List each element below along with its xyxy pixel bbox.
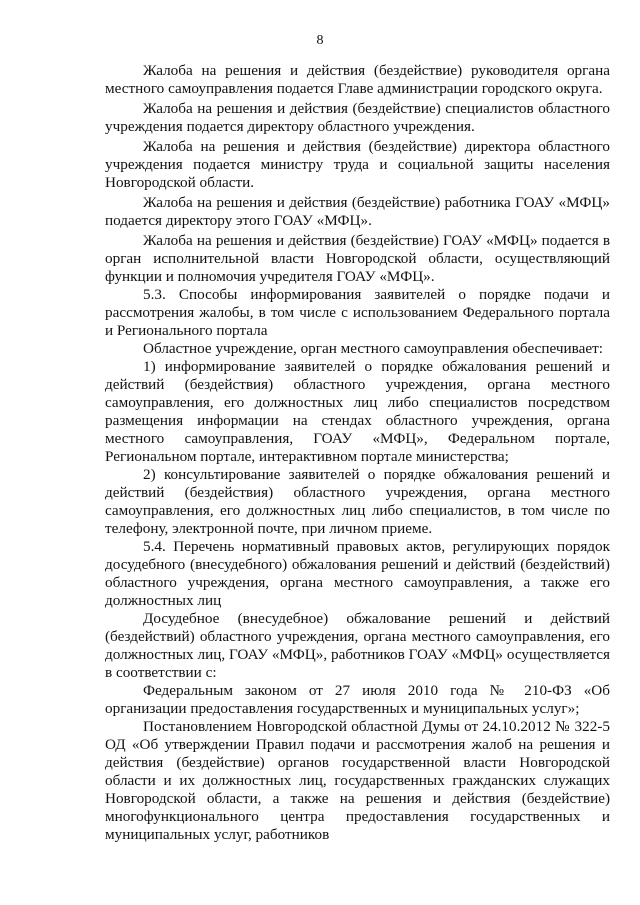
section-heading-5-4: 5.4. Перечень нормативный правовых актов, регулирующих порядок досудебного (внесудебного) обжалования решений и действий (бездействий) областного учреждения, органа местного самоуправления, а также его должностных лиц	[105, 538, 610, 609]
paragraph-complaint-specialists: Жалоба на решения и действия (бездействие) специалистов областного учреждения подается директору областного учреждения.	[105, 100, 610, 135]
paragraph-complaint-mfc-employee: Жалоба на решения и действия (бездействие) работника ГОАУ «МФЦ» подается директору этого ГОАУ «МФЦ».	[105, 194, 610, 229]
list-item-consulting: 2) консультирование заявителей о порядке обжалования решений и действий (бездействия) областного учреждения, органа местного самоуправления, его должностных лиц либо специалистов, в том числе по телефону, электронной почте, при личном приеме.	[105, 466, 610, 537]
paragraph-federal-law: Федеральным законом от 27 июля 2010 года № 210-ФЗ «Об организации предоставления государственных и муниципальных услуг»;	[105, 682, 610, 717]
paragraph-resolution: Постановлением Новгородской областной Думы от 24.10.2012 № 322-5 ОД «Об утверждении Правил подачи и рассмотрения жалоб на решения и действия (бездействие) органов государственной власти Новгородской области и их должностных лиц, государственных гражданских служащих Новгородской области, а также на решения и действия (бездействие) многофункционального центра предоставления государственных и муниципальных услуг, работников	[105, 718, 610, 843]
paragraph-complaint-head-of-authority: Жалоба на решения и действия (бездействие) руководителя органа местного самоуправления подается Главе администрации городского округа.	[105, 62, 610, 97]
section-heading-5-3: 5.3. Способы информирования заявителей о порядке подачи и рассмотрения жалобы, в том числе с использованием Федерального портала и Регионального портала	[105, 286, 610, 339]
paragraph-complaint-director: Жалоба на решения и действия (бездействие) директора областного учреждения подается министру труда и социальной защиты населения Новгородской области.	[105, 138, 610, 191]
paragraph-provides: Областное учреждение, орган местного самоуправления обеспечивает:	[143, 340, 603, 357]
list-item-informing: 1) информирование заявителей о порядке обжалования решений и действий (бездействия) областного учреждения, органа местного самоуправления, его должностных лиц либо специалистов посредством размещения информации на стендах областного учреждения, органа местного самоуправления, ГОАУ «МФЦ», Федеральном портале, Региональном портале, интерактивном портале министерства;	[105, 358, 610, 465]
page-number: 8	[316, 33, 324, 48]
document-body	[105, 62, 610, 844]
paragraph-appeal-basis: Досудебное (внесудебное) обжалование решений и действий (бездействий) областного учреждения, органа местного самоуправления, его должностных лиц, ГОАУ «МФЦ», работников ГОАУ «МФЦ» осуществляется в соответствии с:	[105, 610, 610, 681]
paragraph-complaint-mfc: Жалоба на решения и действия (бездействие) ГОАУ «МФЦ» подается в орган исполнительной власти Новгородской области, осуществляющий функции и полномочия учредителя ГОАУ «МФЦ».	[105, 232, 610, 285]
